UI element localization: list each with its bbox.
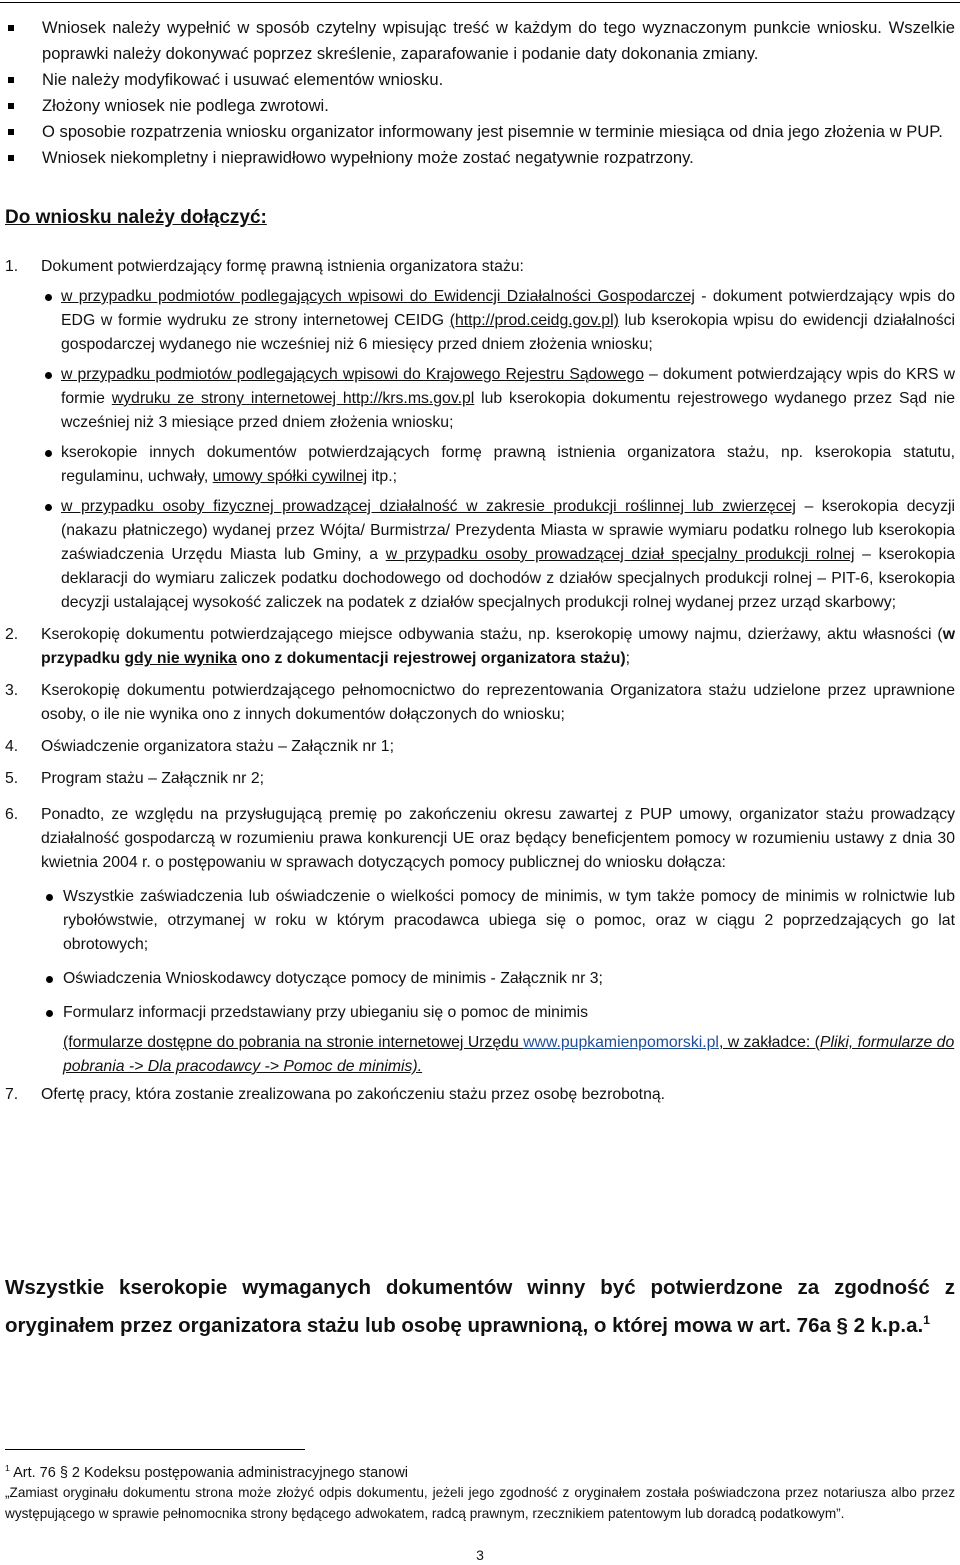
page-content [5,15,955,1107]
footnote-title: $^1$ Art. 76 § 2 Kodeksu postępowania administracyjnego stanowi [5,1463,409,1481]
footnote-rule [5,1449,305,1450]
square-bullet-icon [8,155,14,161]
top-rule [0,2,960,3]
bullet-icon [46,894,53,901]
list-item: 3. Kserokopię dokumentu potwierdzającego pełnomocnictwo do reprezentowania Organizatora stażu udzielone przez uprawnione osoby, o ile nie wynika ono z innych dokumentów dołączonych do wniosku; [5,682,955,723]
sub-bullet: Oświadczenia Wnioskodawcy dotyczące pomocy de minimis - Załącznik nr 3; [5,967,955,991]
rule-item: Złożony wniosek nie podlega zwrotowi. [5,93,955,119]
krs-link[interactable]: wydruku ze strony internetowej http://krs.ms.gov.pl [111,390,475,407]
page-number: 3 [476,1547,484,1563]
list-item: 2. Kserokopię dokumentu potwierdzającego miejsce odbywania stażu, np. kserokopię umowy najmu, dzierżawy, aktu własności (w przypadku gdy nie wynika ono z dokumentacji rejestrowej organizatora stażu); [5,626,955,667]
bullet-icon [45,294,52,301]
bullet-icon [46,976,53,983]
attachments-heading: Do wniosku należy dołączyć: [5,207,267,228]
rule-item: Wniosek niekompletny i nieprawidłowo wypełniony może zostać negatywnie rozpatrzony. [5,145,955,171]
square-bullet-icon [8,25,14,31]
bullet-icon [45,504,52,511]
rule-item: Wniosek należy wypełnić w sposób czytelny wpisując treść w każdym do tego wyznaczonym punkcie wniosku. Wszelkie poprawki należy dokonywać poprzez skreślenie, zaparafowanie i podanie daty dokonania zmiany. [5,15,955,67]
list-item: 6. Ponadto, ze względu na przysługującą premię po zakończeniu okresu zawartej z PUP umowy, organizator stażu prowadzący działalność gospodarczą w rozumieniu prawa konkurencji UE oraz będący beneficjentem pomocy w rozumieniu ustawy z dnia 30 kwietnia 2004 r. o postępowaniu w sprawach dotyczących pomocy publicznej do wniosku dołącza: [5,806,955,871]
list-item: 4. Oświadczenie organizatora stażu – Załącznik nr 1; [5,738,394,755]
list-item: 1. Dokument potwierdzający formę prawną istnienia organizatora stażu: [5,258,524,275]
rule-item: Nie należy modyfikować i usuwać elementów wniosku. [5,67,955,93]
certification-note: Wszystkie kserokopie wymaganych dokumentów winny być potwierdzone za zgodność z oryginałem przez organizatora stażu lub osobę uprawnioną, o której mowa w art. 76a § 2 k.p.a.$^1$ [5,1276,955,1337]
bullet-icon [46,1010,53,1017]
list-item: 7. Ofertę pracy, która zostanie zrealizowana po zakończeniu stażu przez osobę bezrobotną. [5,1086,666,1103]
sub-bullet: w przypadku podmiotów podlegających wpisowi do Krajowego Rejestru Sądowego – dokument potwierdzający wpis do KRS w formie wydruku ze strony internetowej http://krs.ms.gov.pl lub kserokopia dokumentu rejestrowego wydanego przez Sąd nie wcześniej niż 3 miesiące przed dniem złożenia wniosku; [5,363,955,435]
bullet-icon [45,450,52,457]
square-bullet-icon [8,129,14,135]
square-bullet-icon [8,77,14,83]
sub-bullet: Wszystkie zaświadczenia lub oświadczenie o wielkości pomocy de minimis, w tym także pomocy de minimis w rolnictwie lub rybołówstwie, otrzymanej w roku w którym pracodawca ubiega się o pomoc, oraz w ciągu 2 poprzedzających go lat obrotowych; [5,885,955,957]
bullet-icon [45,372,52,379]
footnote-text: „Zamiast oryginału dokumentu strona może złożyć odpis dokumentu, jeżeli jego zgodność z oryginałem została poświadczona przez notariusza albo przez występującego w sprawie pełnomocnika strony będącego adwokatem, radcą prawnym, rzecznikiem patentowym lub doradcą podatkowym”. [5,1485,955,1521]
rule-item: O sposobie rozpatrzenia wniosku organizator informowany jest pisemnie w terminie miesiąca od dnia jego złożenia w PUP. [5,119,955,145]
forms-note: (formularze dostępne do pobrania na stronie internetowej Urzędu www.pupkamienpomorski.pl, w zakładce: (Pliki, formularze do pobrania -> Dla pracodawcy -> Pomoc de minimis). [63,1034,955,1075]
rules-list [5,15,955,171]
list-item: 5. Program stażu – Załącznik nr 2; [5,770,264,787]
sub-bullet: Formularz informacji przedstawiany przy ubieganiu się o pomoc de minimis [5,1001,955,1025]
sub-bullet: w przypadku osoby fizycznej prowadzącej działalność w zakresie produkcji roślinnej lub zwierzęcej – kserokopia decyzji (nakazu płatniczego) wydanej przez Wójta/ Burmistrza/ Prezydenta Miasta w sprawie wymiaru podatku rolnego lub kserokopia zaświadczenia Urzędu Miasta lub Gminy, a w przypadku osoby prowadzącej dział specjalny produkcji rolnej – kserokopia deklaracji do wymiaru zaliczek podatku dochodowego od dochodów z działów specjalnych produkcji rolnej – PIT-6, kserokopia decyzji ustalającej wysokość zaliczek na podatek z działów specjalnych produkcji rolnej wydanej przez urząd skarbowy; [5,495,955,615]
square-bullet-icon [8,103,14,109]
pup-website-link[interactable]: www.pupkamienpomorski.pl [523,1034,719,1051]
sub-bullet: kserokopie innych dokumentów potwierdzających formę prawną istnienia organizatora stażu, np. kserokopia statutu, regulaminu, uchwały, umowy spółki cywilnej itp.; [5,441,955,489]
sub-bullet: w przypadku podmiotów podlegających wpisowi do Ewidencji Działalności Gospodarczej - dokument potwierdzający wpis do EDG w formie wydruku ze strony internetowej CEIDG (http://prod.ceidg.gov.pl) lub kserokopia wpisu do ewidencji działalności gospodarczej wydanego nie wcześniej niż 6 miesięcy przed dniem złożenia wniosku; [5,285,955,357]
attachments-list [5,255,955,1107]
ceidg-link[interactable]: (http://prod.ceidg.gov.pl) [449,312,619,329]
